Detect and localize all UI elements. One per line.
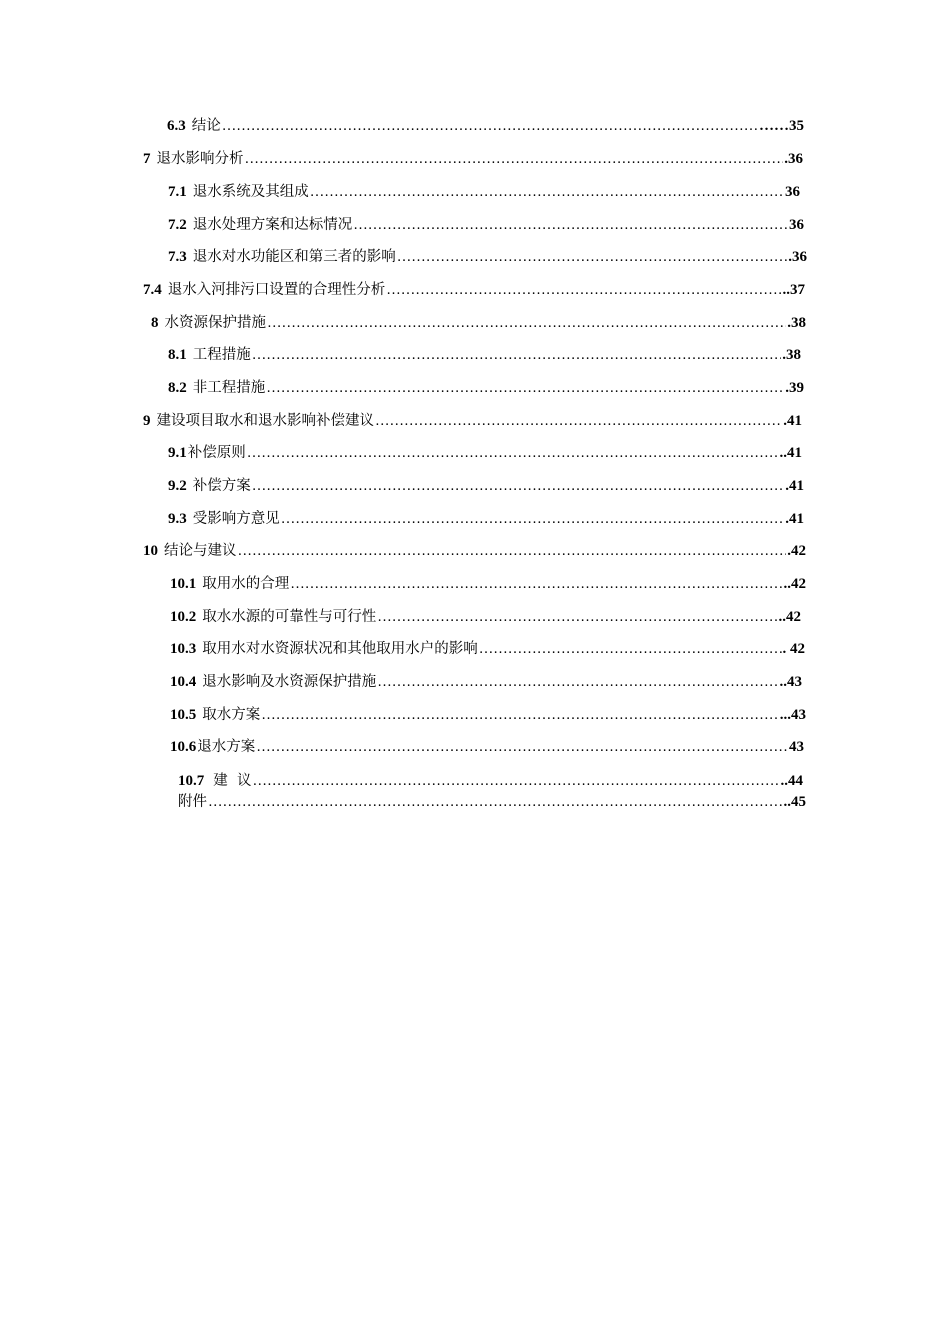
toc-entry-number: 10.3 <box>170 641 197 657</box>
toc-entry-number: 7.3 <box>168 249 187 265</box>
toc-entry-9-3[interactable] <box>168 509 804 529</box>
toc-entry-page: .38 <box>787 315 806 331</box>
toc-entry-page: ..44 <box>780 773 803 789</box>
toc-leader-dots <box>479 639 782 659</box>
toc-entry-title: 附件 <box>178 794 207 810</box>
toc-leader-dots <box>353 215 788 235</box>
toc-entry-6-3[interactable] <box>167 116 804 136</box>
toc-entry-7-2[interactable] <box>168 215 804 235</box>
toc-entry-title: 退水影响分析 <box>156 151 244 167</box>
toc-entry-page: ..43 <box>779 674 802 690</box>
toc-entry-title: 取水水源的可靠性与可行性 <box>202 609 377 625</box>
toc-entry-page: .41 <box>785 511 804 527</box>
toc-entry-8-1[interactable] <box>168 345 801 365</box>
toc-entry-number: 10.5 <box>170 707 197 723</box>
toc-entry-9[interactable] <box>143 411 802 431</box>
toc-entry-number: 8.1 <box>168 347 187 363</box>
toc-entry-number: 9.3 <box>168 511 187 527</box>
toc-entry-number: 10.2 <box>170 609 197 625</box>
toc-entry-number: 7.4 <box>143 282 162 298</box>
toc-entry-page: 36 <box>789 217 804 233</box>
toc-entry-number: 7 <box>143 151 151 167</box>
toc-entry-appendix[interactable] <box>178 792 806 812</box>
toc-entry-page: ..45 <box>783 794 806 810</box>
toc-entry-title: 非工程措施 <box>192 380 266 396</box>
toc-entry-title: 退水对水功能区和第三者的影响 <box>192 249 396 265</box>
toc-leader-dots <box>281 509 785 529</box>
toc-entry-7-1[interactable] <box>168 182 800 202</box>
toc-entry-title: 工程措施 <box>192 347 251 363</box>
toc-leader-dots <box>375 411 782 431</box>
toc-leader-dots <box>256 737 788 757</box>
toc-entry-page: .36 <box>788 249 807 265</box>
toc-entry-page: ..42 <box>783 576 806 592</box>
toc-entry-number: 8.2 <box>168 380 187 396</box>
toc-entry-number: 10.4 <box>170 674 197 690</box>
toc-entry-page: .36 <box>784 151 803 167</box>
toc-entry-10-3[interactable] <box>170 639 805 659</box>
toc-entry-title: 取用水的合理 <box>202 576 290 592</box>
toc-entry-number: 6.3 <box>167 118 186 134</box>
toc-entry-number: 7.2 <box>168 217 187 233</box>
toc-entry-title: 补偿方案 <box>192 478 251 494</box>
toc-entry-title: 取水方案 <box>202 707 261 723</box>
toc-entry-title: 退水系统及其组成 <box>192 184 309 200</box>
toc-entry-number: 9.2 <box>168 478 187 494</box>
toc-entry-number: 10.1 <box>170 576 197 592</box>
toc-entry-page: ..41 <box>779 445 802 461</box>
toc-entry-title: 受影响方意见 <box>192 511 280 527</box>
toc-entry-title: 退水入河排污口设置的合理性分析 <box>167 282 386 298</box>
toc-entry-title: 退水处理方案和达标情况 <box>192 217 353 233</box>
toc-leader-dots <box>222 116 758 136</box>
toc-leader-dots <box>252 771 779 791</box>
toc-entry-title: 补偿原则 <box>187 445 246 461</box>
toc-entry-10-6[interactable] <box>170 737 804 757</box>
toc-entry-number: 10.6 <box>170 739 197 755</box>
toc-entry-7-4[interactable] <box>143 280 805 300</box>
toc-entry-page: ……35 <box>759 118 804 134</box>
toc-entry-page: . 42 <box>782 641 805 657</box>
toc-entry-title: 水资源保护措施 <box>164 315 266 331</box>
toc-entry-10[interactable] <box>143 541 806 561</box>
toc-entry-number: 9 <box>143 413 151 429</box>
toc-entry-10-1[interactable] <box>170 574 806 594</box>
toc-leader-dots <box>310 182 784 202</box>
toc-leader-dots <box>377 672 778 692</box>
toc-entry-number: 10 <box>143 543 158 559</box>
toc-leader-dots <box>266 378 784 398</box>
toc-leader-dots <box>386 280 781 300</box>
toc-entry-title: 建 议 <box>213 773 252 789</box>
toc-leader-dots <box>261 705 779 725</box>
toc-leader-dots <box>208 792 783 812</box>
toc-entry-number: 7.1 <box>168 184 187 200</box>
toc-leader-dots <box>245 149 784 169</box>
toc-entry-page: ...43 <box>779 707 806 723</box>
toc-entry-page: .41 <box>785 478 804 494</box>
toc-entry-9-2[interactable] <box>168 476 804 496</box>
toc-entry-7-3[interactable] <box>168 247 807 267</box>
toc-entry-10-5[interactable] <box>170 705 806 725</box>
toc-leader-dots <box>397 247 788 267</box>
toc-entry-number: 10.7 <box>178 773 205 789</box>
toc-entry-page: .42 <box>787 543 806 559</box>
toc-leader-dots <box>290 574 782 594</box>
toc-entry-page: ..42 <box>778 609 801 625</box>
toc-entry-page: ..37 <box>782 282 805 298</box>
toc-leader-dots <box>252 476 785 496</box>
toc-entry-page: 36 <box>785 184 800 200</box>
toc-leader-dots <box>267 313 786 333</box>
toc-entry-title: 结论与建议 <box>164 543 237 559</box>
toc-entry-9-1[interactable] <box>168 443 802 463</box>
toc-entry-number: 8 <box>151 315 159 331</box>
toc-entry-page: .38 <box>782 347 801 363</box>
toc-entry-page: .41 <box>783 413 802 429</box>
toc-leader-dots <box>247 443 779 463</box>
toc-entry-title: 取用水对水资源状况和其他取用水户的影响 <box>202 641 478 657</box>
toc-entry-10-4[interactable] <box>170 672 802 692</box>
toc-entry-title: 退水影响及水资源保护措施 <box>202 674 377 690</box>
toc-leader-dots <box>252 345 782 365</box>
toc-entry-10-2[interactable] <box>170 607 801 627</box>
toc-entry-title: 结论 <box>191 118 221 134</box>
toc-entry-number: 9.1 <box>168 445 187 461</box>
toc-entry-7[interactable] <box>143 149 803 169</box>
toc-entry-page: .39 <box>785 380 804 396</box>
toc-entry-10-7[interactable] <box>178 771 803 791</box>
toc-leader-dots <box>238 541 787 561</box>
toc-entry-8[interactable] <box>151 313 806 333</box>
toc-entry-title: 退水方案 <box>197 739 256 755</box>
toc-entry-title: 建设项目取水和退水影响补偿建议 <box>156 413 374 429</box>
toc-entry-8-2[interactable] <box>168 378 804 398</box>
toc-entry-page: 43 <box>789 739 804 755</box>
toc-leader-dots <box>377 607 777 627</box>
